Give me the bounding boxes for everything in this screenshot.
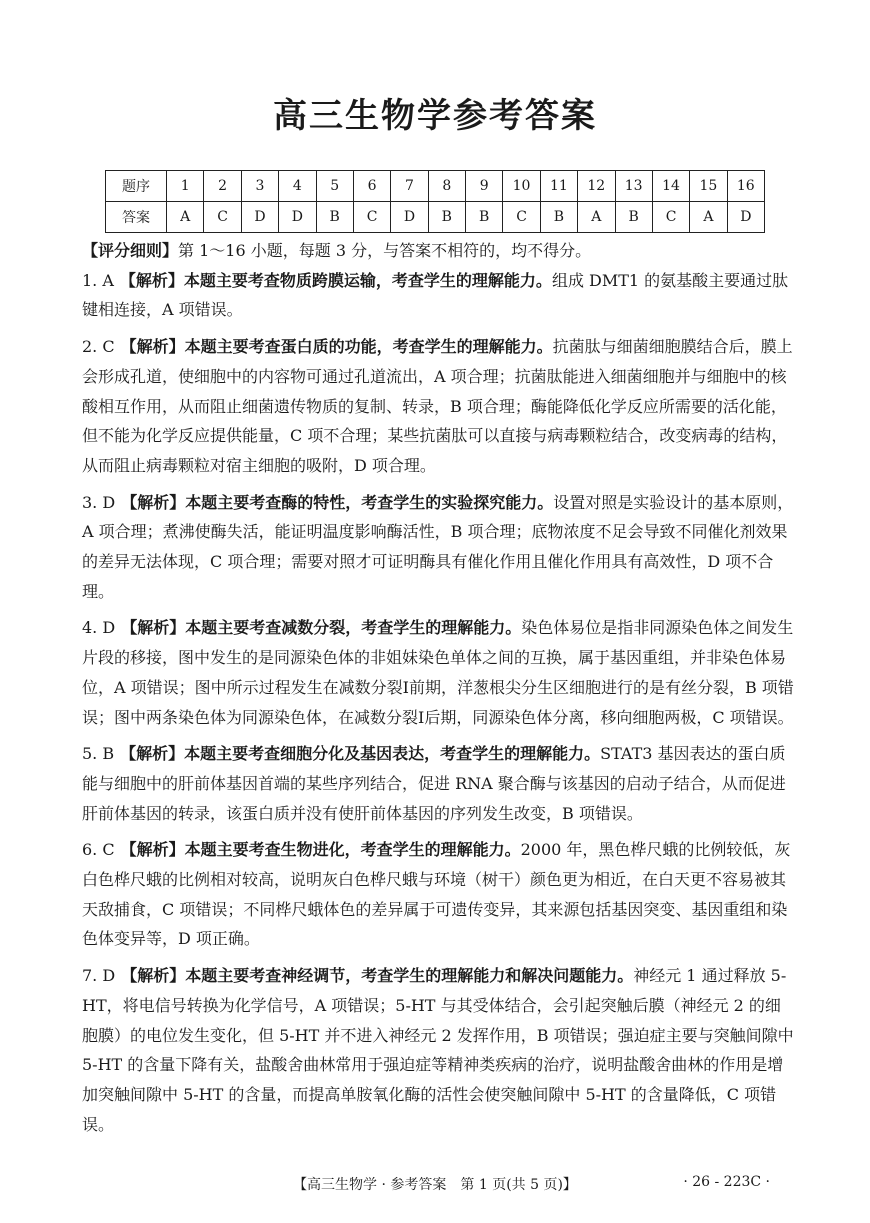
item-tag: 【解析】 xyxy=(121,966,186,986)
footer-page-info: 【高三生物学 · 参考答案 第 1 页(共 5 页)】 xyxy=(293,1177,577,1193)
answer-cell: A xyxy=(167,202,204,233)
answer-cell: C xyxy=(503,202,540,233)
explanation-item-3 xyxy=(82,488,794,607)
item-text: STAT3 基因表达的蛋白质能与细胞中的肝前体基因首端的某些序列结合，促进 RNA 聚合酶与该基因的启动子结合，从而促进肝前体基因的转录，该蛋白质并没有使肝前体基因的序列发生改变，B 项错误。 xyxy=(82,744,786,823)
question-number: 1 xyxy=(167,171,204,202)
table-row-answers xyxy=(106,202,765,233)
item-tag: 【解析】 xyxy=(120,744,185,764)
item-focus: 本题主要考查酶的特性，考查学生的实验探究能力。 xyxy=(185,492,554,512)
item-text: 2000 年，黑色桦尺蛾的比例较低，灰白色桦尺蛾的比例相对较高，说明灰白色桦尺蛾与环境（树干）颜色更为相近，在白天更不容易被其天敌捕食，C 项错误；不同桦尺蛾体色的差异属于可遗传变异，其来源包括基因突变、基因重组和染色体变异等，D 项正确。 xyxy=(82,840,791,949)
answer-cell: C xyxy=(652,202,689,233)
item-text: 染色体易位是指非同源染色体之间发生片段的移接，图中发生的是同源染色体的非姐妹染色单体之间的互换，属于基因重组，并非染色体易位，A 项错误；图中所示过程发生在减数分裂Ⅰ前期，洋葱根尖分生区细胞进行的是有丝分裂，B 项错误；图中两条染色体为同源染色体，在减数分裂Ⅰ后期，同源染色体分离，移向细胞两极，C 项错误。 xyxy=(82,618,794,727)
question-number: 8 xyxy=(428,171,465,202)
answer-cell: C xyxy=(204,202,241,233)
item-text: 抗菌肽与细菌细胞膜结合后，膜上会形成孔道，使细胞中的内容物可通过孔道流出，A 项合理；抗菌肽能进入细菌细胞并与细胞中的核酸相互作用，从而阻止细菌遗传物质的复制、转录，B 项合理；酶能降低化学反应所需要的活化能，但不能为化学反应提供能量，C 项不合理；某些抗菌肽可以直接与病毒颗粒结合，改变病毒的结构，从而阻止病毒颗粒对宿主细胞的吸附，D 项合理。 xyxy=(82,337,793,475)
item-prefix: 6. C xyxy=(82,840,115,860)
item-text: 设置对照是实验设计的基本原则，A 项合理；煮沸使酶失活，能证明温度影响酶活性，B 项合理；底物浓度不足会导致不同催化剂效果的差异无法体现，C 项合理；需要对照才可证明酶具有催化作用且催化作用具有高效性，D 项不合理。 xyxy=(82,492,794,601)
answer-cell: B xyxy=(615,202,652,233)
item-focus: 本题主要考查神经调节，考查学生的理解能力和解决问题能力。 xyxy=(185,966,634,986)
item-prefix: 2. C xyxy=(82,337,115,357)
question-number: 6 xyxy=(353,171,390,202)
item-tag: 【解析】 xyxy=(120,337,185,357)
answer-cell: B xyxy=(316,202,353,233)
question-number: 13 xyxy=(615,171,652,202)
item-prefix: 3. D xyxy=(82,492,116,512)
explanation-item-7 xyxy=(82,961,794,1139)
scoring-rule xyxy=(82,236,794,266)
question-number: 16 xyxy=(727,171,764,202)
item-focus: 本题主要考查蛋白质的功能，考查学生的理解能力。 xyxy=(184,337,553,357)
question-number: 11 xyxy=(540,171,577,202)
explanation-item-6 xyxy=(82,835,794,954)
item-prefix: 5. B xyxy=(82,744,115,764)
table-row-numbers xyxy=(106,171,765,202)
question-number: 10 xyxy=(503,171,540,202)
row-label-number: 题序 xyxy=(106,171,167,202)
footer-code: · 26 - 223C · xyxy=(683,1174,770,1190)
question-number: 12 xyxy=(578,171,615,202)
item-focus: 本题主要考查细胞分化及基因表达，考查学生的理解能力。 xyxy=(184,744,601,764)
answer-cell: A xyxy=(690,202,727,233)
answer-cell: B xyxy=(428,202,465,233)
answer-cell: C xyxy=(353,202,390,233)
item-prefix: 1. A xyxy=(82,270,114,290)
question-number: 7 xyxy=(391,171,428,202)
question-number: 2 xyxy=(204,171,241,202)
explanation-item-5 xyxy=(82,739,794,828)
item-focus: 本题主要考查物质跨膜运输，考查学生的理解能力。 xyxy=(183,270,552,290)
explanation-item-4 xyxy=(82,613,794,732)
question-number: 9 xyxy=(466,171,503,202)
item-text: 组成 DMT1 的氨基酸主要通过肽键相连接，A 项错误。 xyxy=(82,270,789,320)
explanation-item-2 xyxy=(82,332,794,481)
item-focus: 本题主要考查减数分裂，考查学生的理解能力。 xyxy=(185,618,522,638)
answer-body xyxy=(82,236,794,1146)
page-title: 高三生物学参考答案 xyxy=(273,96,597,136)
question-number: 15 xyxy=(690,171,727,202)
scoring-rule-text: 第 1～16 小题，每题 3 分，与答案不相符的，均不得分。 xyxy=(178,241,592,260)
answer-cell: D xyxy=(727,202,764,233)
question-number: 14 xyxy=(652,171,689,202)
page-footer xyxy=(0,1174,870,1198)
item-tag: 【解析】 xyxy=(119,270,184,290)
answer-cell: B xyxy=(540,202,577,233)
question-number: 4 xyxy=(279,171,316,202)
explanation-item-1 xyxy=(82,266,794,325)
answer-cell: D xyxy=(241,202,278,233)
row-label-answer: 答案 xyxy=(106,202,167,233)
item-focus: 本题主要考查生物进化，考查学生的理解能力。 xyxy=(184,840,521,860)
question-number: 5 xyxy=(316,171,353,202)
item-tag: 【解析】 xyxy=(121,618,186,638)
answer-cell: D xyxy=(279,202,316,233)
answer-cell: B xyxy=(466,202,503,233)
answer-cell: A xyxy=(578,202,615,233)
scoring-rule-label: 【评分细则】 xyxy=(82,241,179,260)
item-tag: 【解析】 xyxy=(121,492,186,512)
answer-table xyxy=(105,170,765,233)
question-number: 3 xyxy=(241,171,278,202)
item-prefix: 7. D xyxy=(82,966,116,986)
item-tag: 【解析】 xyxy=(120,840,185,860)
answer-cell: D xyxy=(391,202,428,233)
item-text: 神经元 1 通过释放 5-HT，将电信号转换为化学信号，A 项错误；5-HT 与其受体结合，会引起突触后膜（神经元 2 的细胞膜）的电位发生变化，但 5-HT 并不进入神经元 2 发挥作用，B 项错误；强迫症主要与突触间隙中 5-HT 的含量下降有关，盐酸舍曲林常用于强迫症等精神类疾病的治疗，说明盐酸舍曲林的作用是增加突触间隙中 5-HT 的含量，而提高单胺氧化酶的活性会使突触间隙中 5-HT 的含量降低，C 项错误。 xyxy=(82,966,794,1134)
item-prefix: 4. D xyxy=(82,618,116,638)
